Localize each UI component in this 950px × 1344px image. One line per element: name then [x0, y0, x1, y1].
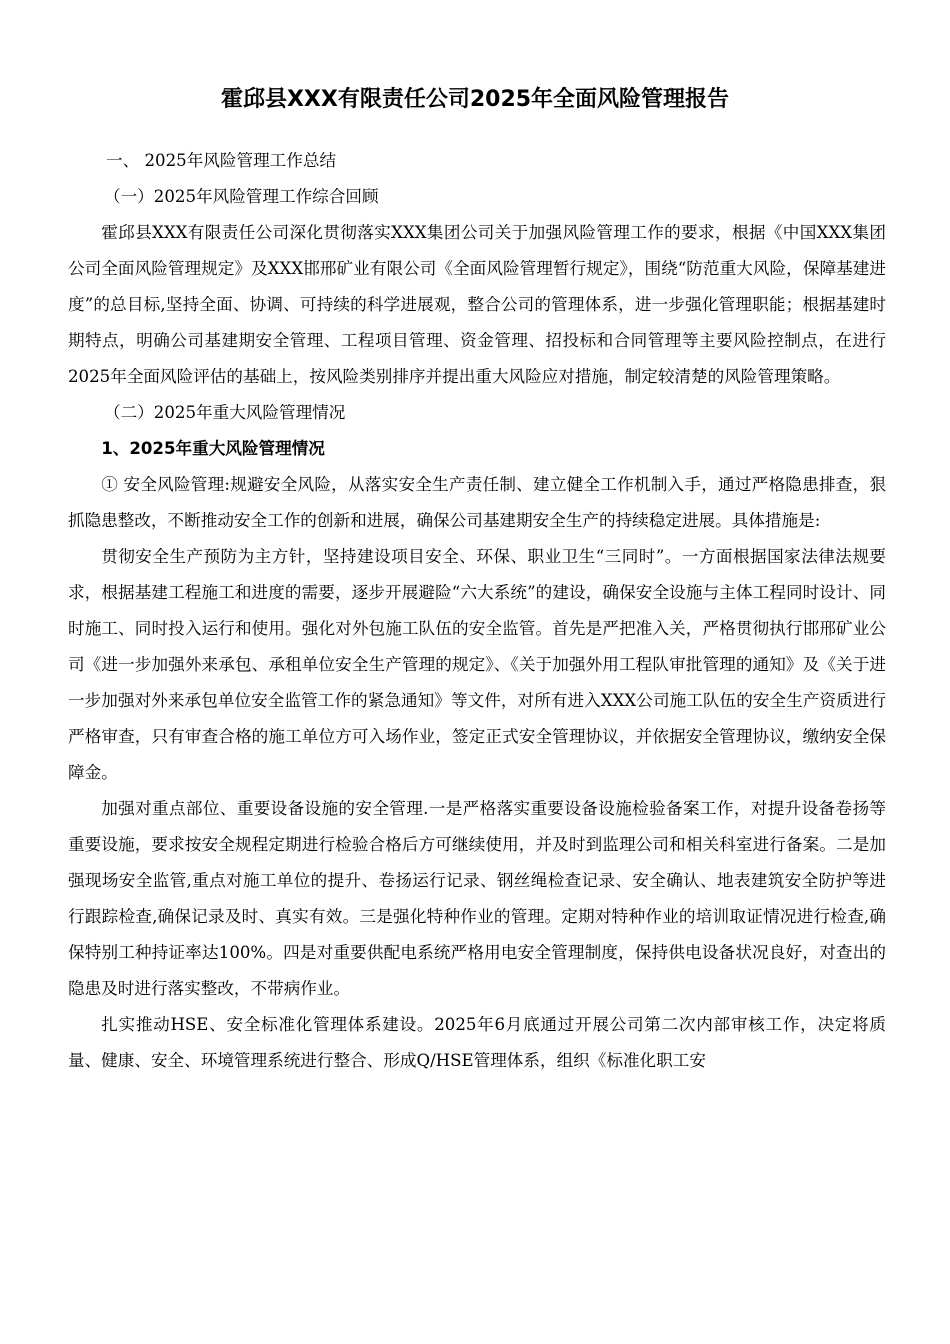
paragraph-hse-system: 扎实推动HSE、安全标准化管理体系建设。2025年6月底通过开展公司第二次内部审核工作，决定将质量、健康、安全、环境管理系统进行整合、形成Q/HSE管理体系，组织《标准化职工安 — [68, 1015, 886, 1070]
paragraph-equipment-safety: 加强对重点部位、重要设备设施的安全管理.一是严格落实重要设备设施检验备案工作，对提升设备卷扬等重要设施，要求按安全规程定期进行检验合格后方可继续使用，并及时到监理公司和相关科室进行备案。二是加强现场安全监管,重点对施工单位的提升、卷扬运行记录、钢丝绳检查记录、安全确认、地表建筑安全防护等进行跟踪检查,确保记录及时、真实有效。三是强化特种作业的管理。定期对特种作业的培训取证情况进行检查,确保特别工种持证率达100%。四是对重要供配电系统严格用电安全管理制度，保持供电设备状况良好，对查出的隐患及时进行落实整改，不带病作业。 — [68, 799, 886, 998]
subsection-heading-major-risk: （二）2025年重大风险管理情况 — [104, 403, 346, 422]
paragraph-safety-risk: ① 安全风险管理:规避安全风险，从落实安全生产责任制、建立健全工作机制入手，通过严格隐患排查，狠抓隐患整改，不断推动安全工作的创新和进展，确保公司基建期安全生产的持续稳定进展。具体措施是: — [68, 475, 886, 530]
document-body — [68, 143, 886, 1079]
section-heading-summary: 一、 2025年风险管理工作总结 — [106, 151, 337, 170]
subsection-heading-review: （一）2025年风险管理工作综合回顾 — [104, 187, 379, 206]
document-title: 霍邱县XXX有限责任公司2025年全面风险管理报告 — [220, 87, 730, 112]
item-heading-major-risk: 1、2025年重大风险管理情况 — [101, 439, 325, 458]
paragraph-review: 霍邱县XXX有限责任公司深化贯彻落实XXX集团公司关于加强风险管理工作的要求，根据《中国XXX集团公司全面风险管理规定》及XXX邯邢矿业有限公司《全面风险管理暂行规定》，围绕“防范重大风险，保障基建进度”的总目标,坚持全面、协调、可持续的科学进展观，整合公司的管理体系，进一步强化管理职能；根据基建时期特点，明确公司基建期安全管理、工程项目管理、资金管理、招投标和合同管理等主要风险控制点，在进行2025年全面风险评估的基础上，按风险类别排序并提出重大风险应对措施，制定较清楚的风险管理策略。 — [68, 223, 886, 386]
paragraph-safety-policy: 贯彻安全生产预防为主方针，坚持建设项目安全、环保、职业卫生“三同时”。一方面根据国家法律法规要求，根据基建工程施工和进度的需要，逐步开展避险“六大系统”的建设，确保安全设施与主体工程同时设计、同时施工、同时投入运行和使用。强化对外包施工队伍的安全监管。首先是严把准入关，严格贯彻执行邯邢矿业公司《进一步加强外来承包、承租单位安全生产管理的规定》、《关于加强外用工程队审批管理的通知》及《关于进一步加强对外来承包单位安全监管工作的紧急通知》等文件，对所有进入XXX公司施工队伍的安全生产资质进行严格审查，只有审查合格的施工单位方可入场作业，签定正式安全管理协议，并依据安全管理协议，缴纳安全保障金。 — [68, 547, 886, 782]
